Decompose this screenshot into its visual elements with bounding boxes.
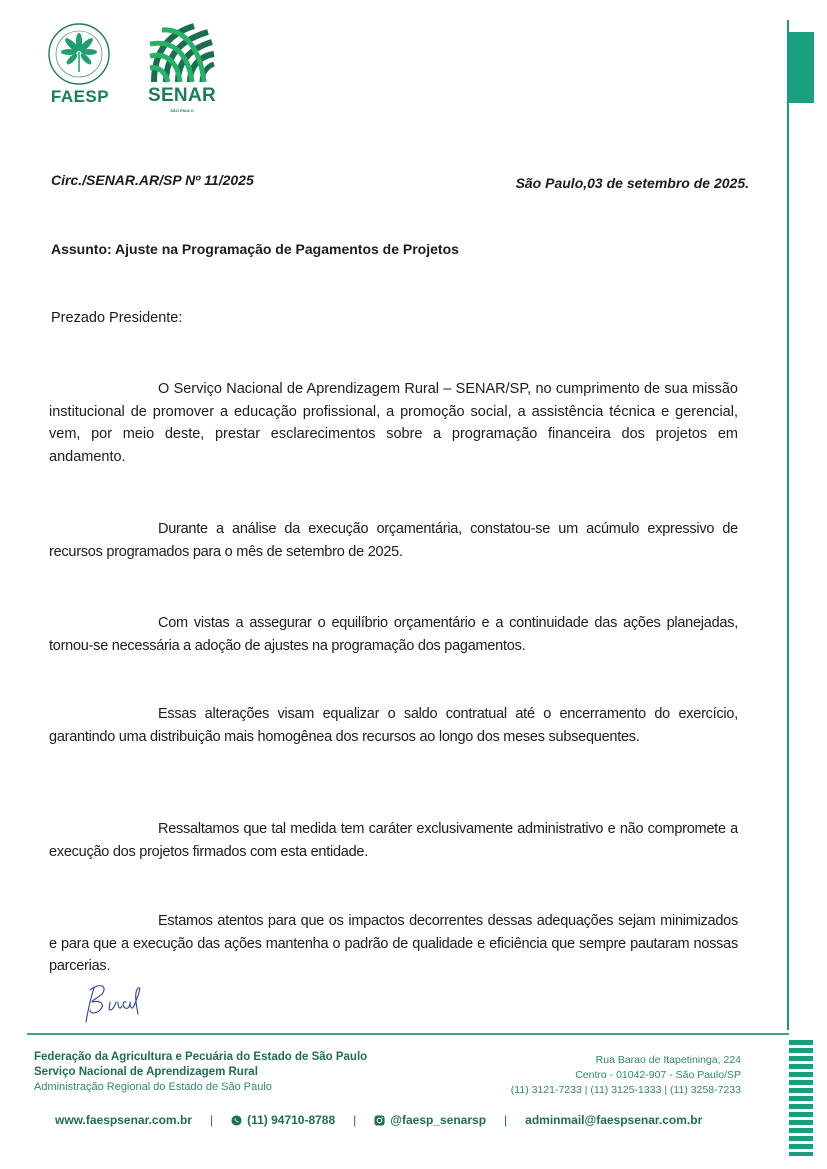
body-paragraph-4 [49,703,738,748]
footer-address-street: Rua Barao de Itapetininga, 224 [595,1054,741,1066]
website-link[interactable]: www.faespsenar.com.br [55,1113,192,1127]
senar-logo [143,22,221,114]
paragraph-text: Com vistas a assegurar o equilíbrio orçamentário e a continuidade das ações planejadas, tornou-se necessária a adoção de ajustes na programação dos pagamentos. [49,615,738,654]
place-date: São Paulo,03 de setembro de 2025. [515,175,749,191]
body-paragraph-1 [49,378,738,468]
edge-top-tab [789,32,814,103]
whatsapp-icon [231,1115,242,1126]
senar-subtitle: SÃO PAULO [170,108,194,113]
body-paragraph-5 [49,818,738,863]
body-paragraph-2 [49,518,738,563]
faesp-emblem-icon [47,22,111,86]
footer-org-admin: Administração Regional do Estado de São Paulo [34,1081,272,1093]
footer-contacts [55,1113,702,1127]
paragraph-text: O Serviço Nacional de Aprendizagem Rural – SENAR/SP, no cumprimento de sua missão institucional de promover a educação profissional, a promoção social, a assistência técnica e gerencial, vem, por meio deste, prestar esclarecimentos sobre a programação financeira dos projetos em andamento. [49,381,738,465]
footer-org-senar: Serviço Nacional de Aprendizagem Rural [34,1066,258,1078]
instagram-icon [374,1115,385,1126]
paragraph-text: Durante a análise da execução orçamentária, constatou-se um acúmulo expressivo de recursos programados para o mês de setembro de 2025. [49,521,738,560]
paragraph-text: Essas alterações visam equalizar o saldo contratual até o encerramento do exercício, garantindo uma distribuição mais homogênea dos recursos ao longo dos meses subsequentes. [49,706,738,745]
faesp-logo [42,22,118,108]
edge-vertical-line [787,20,789,1030]
circular-reference: Circ./SENAR.AR/SP Nº 11/2025 [51,172,254,188]
paragraph-text: Estamos atentos para que os impactos decorrentes dessas adequações sejam minimizados e para que a execução das ações mantenha o padrão de qualidade e eficiência que sempre pautaram nossas parcerias. [49,913,738,974]
footer-org-faesp: Federação da Agricultura e Pecuária do Estado de São Paulo [34,1051,368,1063]
body-paragraph-3 [49,612,738,657]
edge-bottom-stripes [789,1040,813,1156]
paragraph-text: Ressaltamos que tal medida tem caráter exclusivamente administrativo e não compromete a execução dos projetos firmados com esta entidade. [49,821,738,860]
salutation: Prezado Presidente: [51,310,183,326]
signature-scribble [80,980,160,1024]
faesp-wordmark: FAESP [50,87,110,106]
email-link[interactable]: adminmail@faespsenar.com.br [525,1113,703,1127]
footer-divider [27,1033,789,1035]
footer-phones: (11) 3121-7233 | (11) 3125-1333 | (11) 3258-7233 [510,1084,741,1096]
separator: | [353,1113,357,1127]
footer-address-city: Centro - 01042-907 - São Paulo/SP [575,1069,741,1081]
subject-line: Assunto: Ajuste na Programação de Pagamentos de Projetos [51,241,459,257]
body-paragraph-6 [49,910,738,978]
senar-emblem-icon [148,22,216,84]
senar-wordmark: SENAR [147,85,216,106]
whatsapp-number[interactable]: (11) 94710-8788 [247,1113,336,1127]
separator: | [504,1113,508,1127]
instagram-handle[interactable]: @faesp_senarsp [390,1113,487,1127]
separator: | [209,1113,214,1127]
